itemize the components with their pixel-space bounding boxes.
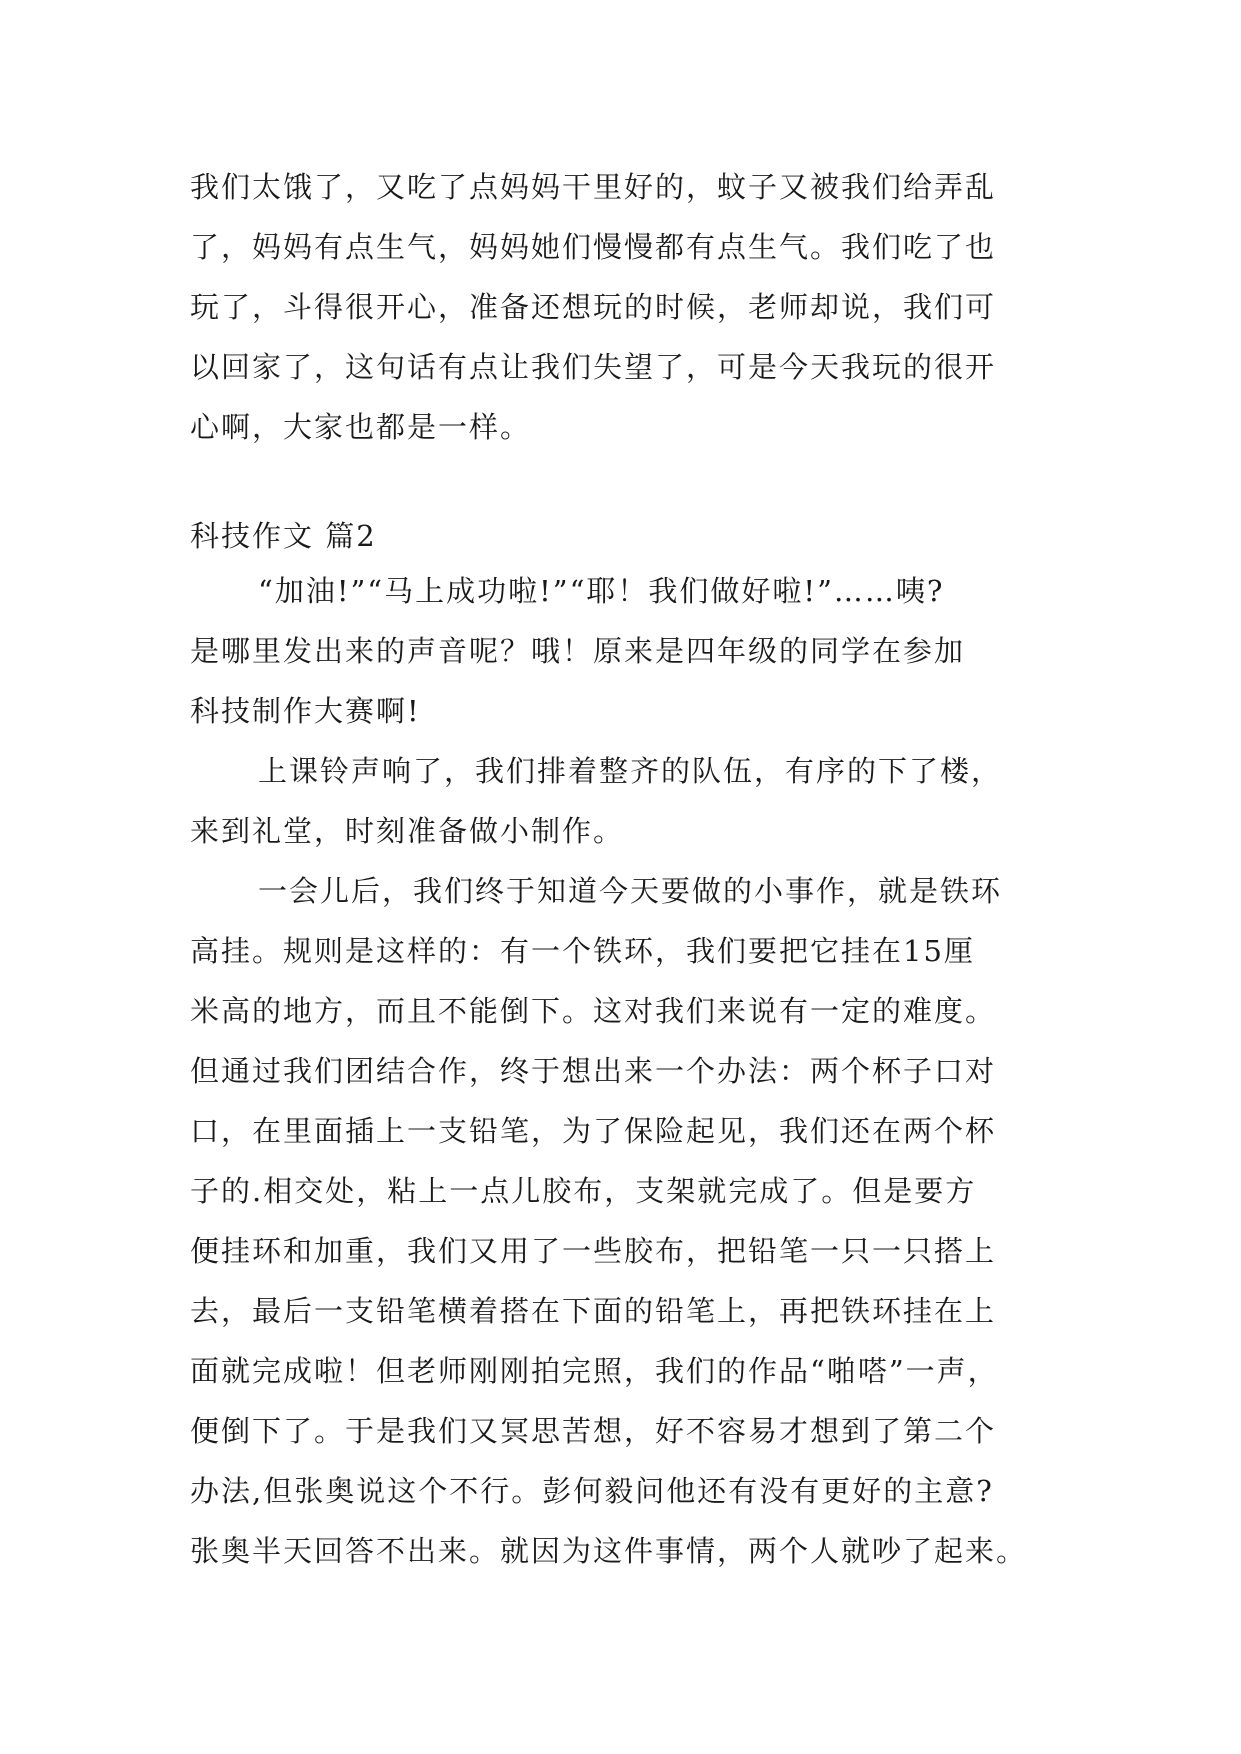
- text-line: 高挂。规则是这样的：有一个铁环，我们要把它挂在15厘: [190, 934, 975, 968]
- intro-paragraph: [190, 157, 1060, 457]
- text-line: 科技制作大赛啊!: [190, 694, 421, 728]
- text-line: 便倒下了。于是我们又冥思苦想，好不容易才想到了第二个: [190, 1414, 997, 1448]
- text-line: “加油!”“马上成功啦!”“耶！我们做好啦!”……咦?: [258, 574, 945, 608]
- text-line: 是哪里发出来的声音呢？哦！原来是四年级的同学在参加: [190, 634, 966, 668]
- text-line: 面就完成啦！但老师刚刚拍完照，我们的作品“啪嗒”一声，: [190, 1354, 999, 1388]
- text-line: 张奥半天回答不出来。就因为这件事情，两个人就吵了起来。: [190, 1534, 1028, 1568]
- text-line: 了，妈妈有点生气，妈妈她们慢慢都有点生气。我们吃了也: [190, 230, 997, 264]
- text-line: 以回家了，这句话有点让我们失望了，可是今天我玩的很开: [190, 350, 997, 384]
- text-line: 口，在里面插上一支铅笔，为了保险起见，我们还在两个杯: [190, 1114, 997, 1148]
- text-line: 玩了，斗得很开心，准备还想玩的时候，老师却说，我们可: [190, 290, 997, 324]
- text-line: 心啊，大家也都是一样。: [190, 410, 532, 444]
- text-line: 子的.相交处，粘上一点儿胶布，支架就完成了。但是要方: [190, 1174, 977, 1208]
- text-line: 去，最后一支铅笔横着搭在下面的铅笔上，再把铁环挂在上: [190, 1294, 997, 1328]
- text-line: 但通过我们团结合作，终于想出来一个办法：两个杯子口对: [190, 1054, 997, 1088]
- text-line: 便挂环和加重，我们又用了一些胶布，把铅笔一只一只搭上: [190, 1234, 997, 1268]
- text-line: 一会儿后，我们终于知道今天要做的小事作，就是铁环: [258, 874, 1003, 908]
- essay-body: [190, 561, 1060, 1581]
- text-line: 来到礼堂，时刻准备做小制作。: [190, 814, 625, 848]
- text-line: 办法,但张奥说这个不行。彭何毅问他还有没有更好的主意?: [190, 1474, 994, 1508]
- text-line: 米高的地方，而且不能倒下。这对我们来说有一定的难度。: [190, 994, 997, 1028]
- text-line: 我们太饿了，又吃了点妈妈干里好的，蚊子又被我们给弄乱: [190, 170, 997, 204]
- section-heading: 科技作文 篇2: [190, 519, 377, 553]
- text-line: 上课铃声响了，我们排着整齐的队伍，有序的下了楼，: [258, 754, 1003, 788]
